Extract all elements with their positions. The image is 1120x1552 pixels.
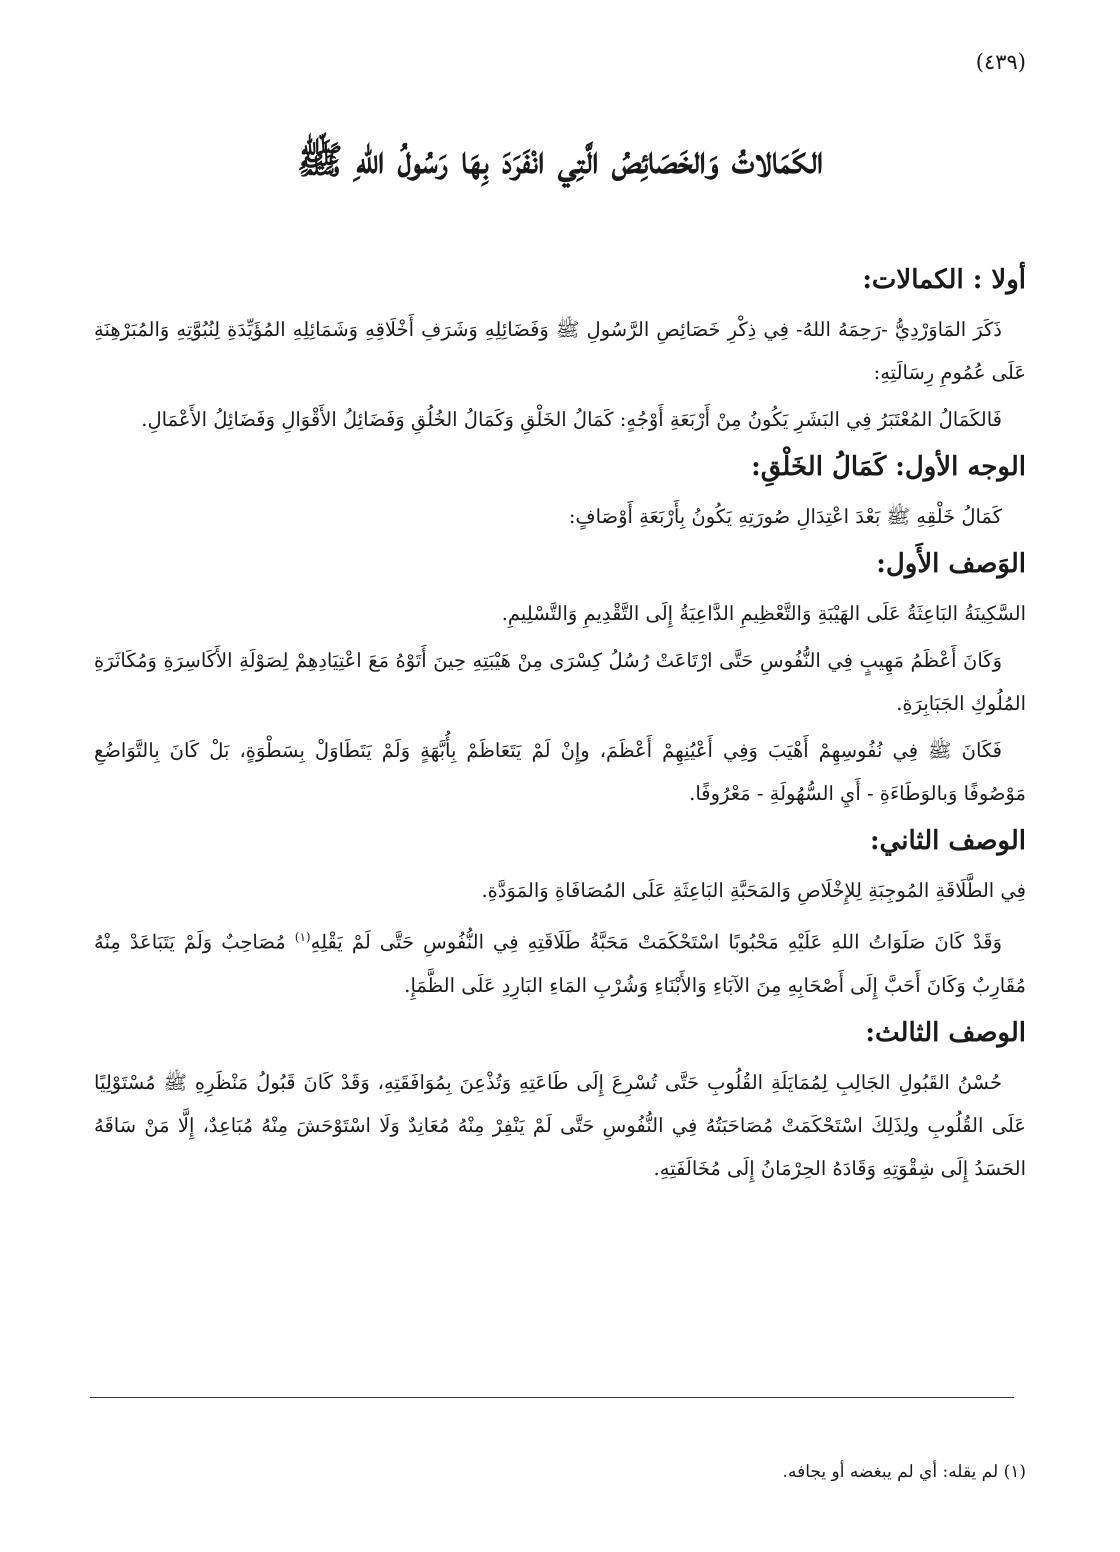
section-heading-first-aspect: الوجه الأول: كَمَالُ الخَلْقِ: (751, 452, 1026, 482)
paragraph-intro: ذَكَرَ المَاوَرْدِيُّ -رَحِمَهُ اللهُ- فِي ذِكْرِ خَصَائِصِ الرَّسُولِ ﷺ وَفَضَائِلِهِ وَشَرَفِ أَخْلَاقِهِ وَشَمَائِلِهِ المُؤَيِّدَةِ لِنُبُوَّتِهِ وَالمُبَرْهِنَةِ عَلَى عُمُومِ رِسَالَتِهِ: (94, 318, 1026, 384)
paragraph-acceptance: حُسْنُ القَبُولِ الجَالِبِ لِمُمَايَلَةِ القُلُوبِ حَتَّى تُسْرِعَ إِلَى طَاعَتِهِ وَتُذْعِنَ بِمُوَافَقَتِهِ، وَقَدْ كَانَ قَبُولُ مَنْظَرِهِ ﷺ مُسْتَوْلِيًا عَلَى القُلُوبِ ولِذَلِكَ اسْتَحْكَمَتْ مُصَاحَبَتُهُ فِي النُّفُوسِ حَتَّى لَمْ يَنْفِرْ مِنْهُ مُعَانِدٌ وَلَا اسْتَوْحَشَ مِنْهُ مُبَاعِدٌ، إِلَّا مَنْ سَاقَهُ الحَسَدُ إِلَى شِقْوَتِهِ وَقَادَهُ الحِرْمَانُ إِلَى مُخَالَفَتِهِ. (94, 1070, 1026, 1180)
paragraph-beloved (94, 916, 1026, 1007)
paragraph-khalq: كَمَالُ خَلْقِهِ ﷺ بَعْدَ اعْتِدَالِ صُورَتِهِ يَكُونُ بِأَرْبَعَةِ أَوْصَافٍ: (568, 505, 1002, 528)
page-number: (٤٣٩) (975, 50, 1026, 74)
section-heading-second-trait: الوصف الثاني: (869, 826, 1026, 856)
paragraph-sakina: السَّكِينَةُ البَاعِثَةُ عَلَى الهَيْبَةِ وَالتَّعْظِيمِ الدَّاعِيَةُ إِلَى التَّقْدِيمِ وَالتَّسْلِيمِ. (501, 602, 1026, 625)
section-heading-first-trait: الوَصف الأَول: (876, 549, 1026, 579)
content-body (94, 258, 1026, 1194)
paragraph-humility: فَكَانَ ﷺ فِي نُفُوسِهِمْ أَهْيَبَ وَفِي أَعْيُنِهِمْ أَعْظَمَ، وإِنْ لَمْ يَتَعَاظَمْ بِأُبَّهَةٍ وَلَمْ يَتَطَاوَلْ بِسَطْوَةٍ، بَلْ كَانَ بِالتَّوَاضُعِ مَوْصُوفًا وَبالوَطَاءَةِ - أَيِ السُّهُولَةِ - مَعْرُوفًا. (94, 739, 1026, 805)
paragraph-awe: وَكَانَ أَعْظَمُ مَهِيبٍ فِي النُّفُوسِ حَتَّى ارْتَاعَتْ رُسُلُ كِسْرَى مِنْ هَيْبَتِهِ حِينَ أَتَوْهُ مَعَ اعْتِيَادِهِمْ لِصَوْلَةِ الأَكَاسِرَةِ وَمُكَاثَرَةِ المُلُوكِ الجَبَابِرَةِ. (94, 649, 1026, 715)
paragraph-four-aspects: فَالكَمَالُ المُعْتَبَرُ فِي البَشَرِ يَكُونُ مِنْ أَرْبَعَةِ أَوْجُهٍ: كَمَالُ الخَلْقِ وَكَمَالُ الخُلُقِ وَفَضَائِلُ الأَقْوَالِ وَفَضَائِلُ الأَعْمَالِ. (141, 408, 1002, 431)
paragraph-beloved-part1: وَقَدْ كَانَ صَلَوَاتُ اللهِ عَلَيْهِ مَحْبُوبًا اسْتَحْكَمَتْ مَحَبَّةُ طَلَاقَتِهِ فِي النُّفُوسِ حَتَّى لَمْ يَقْلِهِ (310, 930, 1002, 954)
section-heading-third-trait: الوصف الثالث: (865, 1017, 1026, 1048)
page-title: الكَمَالاتُ وَالخَصَائِصُ الَّتِي انْفَرَدَ بِهَا رَسُولُ اللهِ ﷺ (296, 137, 824, 182)
section-heading-kamalat: أولا : الكمالات: (862, 265, 1026, 295)
paragraph-cheerfulness: فِي الطَّلَاقَةِ المُوجِبَةِ لِلإِخْلَاصِ وَالمَحَبَّةِ البَاعِثَةِ عَلَى المُصَافَاةِ وَالمَوَدَّةِ. (481, 879, 1026, 902)
paragraph-beloved-part2: مُصَاحِبٌ وَلَمْ يَتَبَاعَدْ مِنْهُ مُقَارِبٌ وَكَانَ أَحَبَّ إِلَى أَصْحَابِهِ مِنَ الآبَاءِ وَالأَبْنَاءِ وَشُرْبِ المَاءِ البَارِدِ عَلَى الظَّمَإِ. (94, 930, 1026, 997)
footnote-divider (90, 1397, 1014, 1398)
footnote-marker[interactable]: (١) (294, 930, 311, 944)
footnote: (١) لم يقله: أي لم يبغضه أو يجافه. (782, 1462, 1026, 1482)
